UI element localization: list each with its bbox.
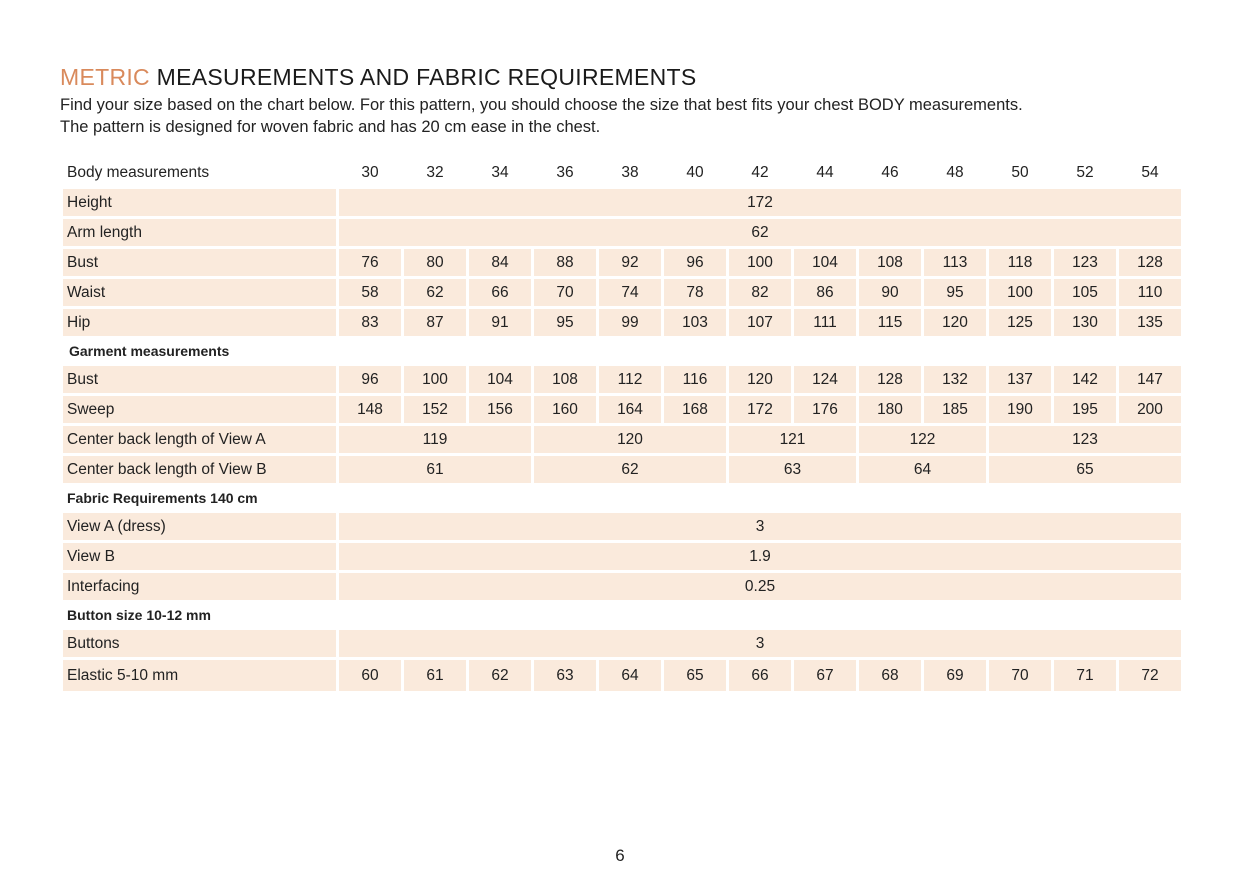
table-cell: 123 [989, 426, 1181, 453]
table-cell: 68 [859, 660, 921, 691]
row-label: View A (dress) [63, 513, 336, 540]
table-cell: 3 [339, 513, 1181, 540]
table-cell: 74 [599, 279, 661, 306]
size-header-cell: 36 [556, 163, 574, 181]
table-cell: 105 [1054, 279, 1116, 306]
table-cell: 84 [469, 249, 531, 276]
table-cell: 164 [599, 396, 661, 423]
table-cell: 80 [404, 249, 466, 276]
table-cell: 67 [794, 660, 856, 691]
table-cell: 200 [1119, 396, 1181, 423]
table-cell: 108 [859, 249, 921, 276]
table-cell: 87 [404, 309, 466, 336]
table-cell: 95 [924, 279, 986, 306]
table-cell: 76 [339, 249, 401, 276]
table-cell: 61 [339, 456, 531, 483]
table-cell: 119 [339, 426, 531, 453]
table-cell: 60 [339, 660, 401, 691]
table-cell: 70 [989, 660, 1051, 691]
table-row [63, 573, 1181, 600]
table-cell: 100 [404, 366, 466, 393]
table-cell: 65 [989, 456, 1181, 483]
table-cell: 58 [339, 279, 401, 306]
size-header-cell: 34 [491, 163, 509, 181]
table-cell: 147 [1119, 366, 1181, 393]
size-header-cell: 46 [881, 163, 899, 181]
table-cell: 112 [599, 366, 661, 393]
table-cell: 152 [404, 396, 466, 423]
row-label: Bust [63, 366, 336, 393]
table-row [63, 456, 1181, 483]
table-cell: 72 [1119, 660, 1181, 691]
table-cell: 172 [339, 189, 1181, 216]
table-cell: 62 [534, 456, 726, 483]
title-rest: MEASUREMENTS AND FABRIC REQUIREMENTS [149, 64, 697, 90]
table-cell: 172 [729, 396, 791, 423]
table-cell: 160 [534, 396, 596, 423]
table-cell: 99 [599, 309, 661, 336]
table-cell: 64 [859, 456, 986, 483]
table-cell: 62 [404, 279, 466, 306]
table-cell: 135 [1119, 309, 1181, 336]
section-heading: Garment measurements [69, 343, 230, 359]
table-cell: 107 [729, 309, 791, 336]
table-cell: 122 [859, 426, 986, 453]
size-header-cell: 42 [751, 163, 769, 181]
size-header-cell: 38 [621, 163, 639, 181]
table-cell: 148 [339, 396, 401, 423]
table-cell: 121 [729, 426, 856, 453]
table-cell: 185 [924, 396, 986, 423]
table-cell: 100 [729, 249, 791, 276]
table-cell: 128 [1119, 249, 1181, 276]
table-row [63, 513, 1181, 540]
table-row [63, 543, 1181, 570]
section-row-garment [63, 339, 1181, 363]
table-cell: 69 [924, 660, 986, 691]
table-cell: 66 [729, 660, 791, 691]
section-heading: Button size 10-12 mm [67, 607, 211, 623]
table-cell: 156 [469, 396, 531, 423]
table-cell: 88 [534, 249, 596, 276]
size-header-cell: 54 [1141, 163, 1159, 181]
row-label: Elastic 5-10 mm [63, 660, 336, 691]
table-row [63, 279, 1181, 306]
table-cell: 1.9 [339, 543, 1181, 570]
row-label: View B [63, 543, 336, 570]
table-cell: 108 [534, 366, 596, 393]
size-header-cell: 44 [816, 163, 834, 181]
size-header-cell: 40 [686, 163, 704, 181]
section-row-buttons [63, 603, 1181, 627]
header-label: Body measurements [67, 163, 210, 181]
table-cell: 103 [664, 309, 726, 336]
table-row [63, 660, 1181, 691]
intro-text [60, 94, 1210, 138]
table-cell: 190 [989, 396, 1051, 423]
table-cell: 104 [794, 249, 856, 276]
table-cell: 123 [1054, 249, 1116, 276]
table-cell: 0.25 [339, 573, 1181, 600]
table-cell: 142 [1054, 366, 1116, 393]
table-cell: 132 [924, 366, 986, 393]
table-row [63, 189, 1181, 216]
table-cell: 63 [729, 456, 856, 483]
table-cell: 62 [469, 660, 531, 691]
table-row [63, 630, 1181, 657]
size-header-cell: 48 [946, 163, 964, 181]
table-cell: 120 [924, 309, 986, 336]
table-cell: 118 [989, 249, 1051, 276]
table-cell: 92 [599, 249, 661, 276]
table-cell: 71 [1054, 660, 1116, 691]
table-row [63, 309, 1181, 336]
size-header-cell: 52 [1076, 163, 1094, 181]
row-label: Height [63, 189, 336, 216]
row-label: Hip [63, 309, 336, 336]
table-cell: 137 [989, 366, 1051, 393]
table-cell: 180 [859, 396, 921, 423]
table-cell: 95 [534, 309, 596, 336]
table-cell: 110 [1119, 279, 1181, 306]
page-number: 6 [615, 846, 625, 865]
table-cell: 113 [924, 249, 986, 276]
table-cell: 96 [664, 249, 726, 276]
table-row [63, 426, 1181, 453]
size-chart-table [60, 156, 1184, 694]
title-accent: METRIC [60, 64, 150, 90]
table-cell: 128 [859, 366, 921, 393]
row-label: Buttons [63, 630, 336, 657]
table-cell: 124 [794, 366, 856, 393]
table-cell: 82 [729, 279, 791, 306]
table-row [63, 366, 1181, 393]
table-cell: 116 [664, 366, 726, 393]
size-header-cell: 30 [361, 163, 379, 181]
row-label: Sweep [63, 396, 336, 423]
table-cell: 96 [339, 366, 401, 393]
table-cell: 111 [794, 309, 856, 336]
table-row [63, 249, 1181, 276]
table-cell: 125 [989, 309, 1051, 336]
row-label: Interfacing [63, 573, 336, 600]
intro-line-1: Find your size based on the chart below. For this pattern, you should choose the size that best fits your chest BODY measurements. [60, 96, 1023, 114]
table-cell: 104 [469, 366, 531, 393]
page-title [60, 64, 697, 91]
row-label: Waist [63, 279, 336, 306]
table-cell: 115 [859, 309, 921, 336]
table-cell: 168 [664, 396, 726, 423]
table-cell: 90 [859, 279, 921, 306]
table-cell: 91 [469, 309, 531, 336]
table-cell: 64 [599, 660, 661, 691]
row-label: Center back length of View B [63, 456, 336, 483]
row-label: Arm length [63, 219, 336, 246]
table-cell: 195 [1054, 396, 1116, 423]
table-cell: 66 [469, 279, 531, 306]
table-cell: 3 [339, 630, 1181, 657]
table-cell: 176 [794, 396, 856, 423]
size-header-cell: 32 [426, 163, 444, 181]
table-cell: 83 [339, 309, 401, 336]
table-cell: 61 [404, 660, 466, 691]
table-cell: 70 [534, 279, 596, 306]
section-row-fabric [63, 486, 1181, 510]
table-cell: 78 [664, 279, 726, 306]
row-label: Center back length of View A [63, 426, 336, 453]
table-row [63, 396, 1181, 423]
table-cell: 120 [534, 426, 726, 453]
size-header-row [63, 159, 1181, 186]
size-header-cell: 50 [1011, 163, 1029, 181]
table-cell: 86 [794, 279, 856, 306]
table-cell: 100 [989, 279, 1051, 306]
row-label: Bust [63, 249, 336, 276]
table-cell: 65 [664, 660, 726, 691]
table-cell: 63 [534, 660, 596, 691]
table-cell: 130 [1054, 309, 1116, 336]
table-cell: 120 [729, 366, 791, 393]
table-row [63, 219, 1181, 246]
table-cell: 62 [339, 219, 1181, 246]
section-heading: Fabric Requirements 140 cm [67, 490, 258, 506]
intro-line-2: The pattern is designed for woven fabric and has 20 cm ease in the chest. [60, 118, 601, 136]
